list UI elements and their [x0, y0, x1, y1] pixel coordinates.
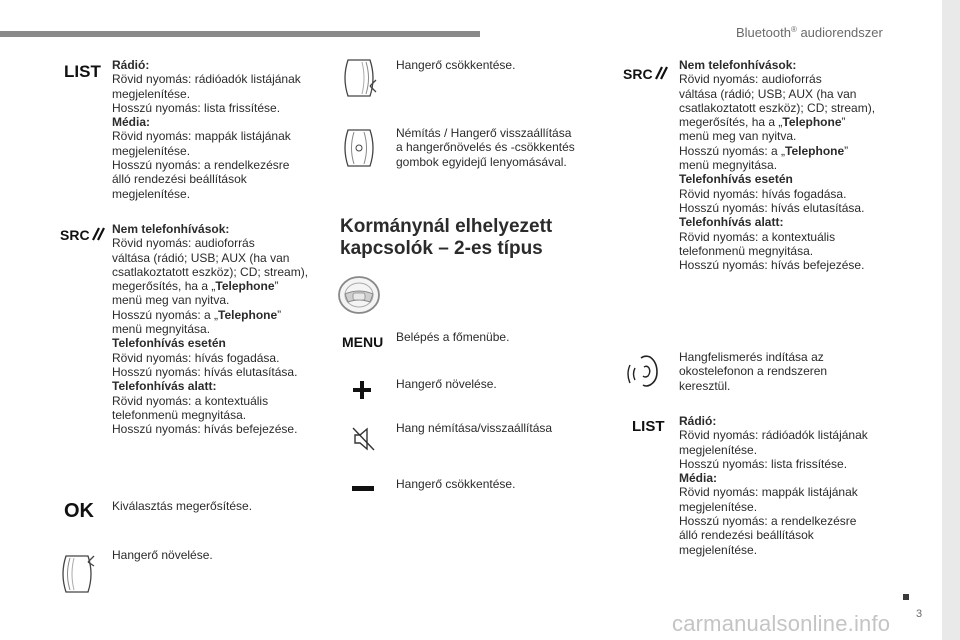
- src-description: Nem telefonhívások: Rövid nyomás: audioforrás váltása (rádió; USB; AUX (ha van csatlakoztatott eszköz); CD; stream), megerősítés, ha a „Telephone” menü meg van nyitva. Hosszú nyomás: a „Telephone” menü megnyitása. Telefonhívás esetén Rövid nyomás: hívás fogadása. Hosszú nyomás: hívás elutasítása. Telefonhívás alatt: Rövid nyomás: a kontextuális telefonmenü megnyitása. Hosszú nyomás: hívás befejezése.: [112, 222, 309, 437]
- thumbwheel-press-icon: [340, 126, 382, 170]
- page-edge-bar: [942, 0, 960, 640]
- page-number: 3: [916, 608, 923, 620]
- section-marker: [903, 594, 909, 600]
- list-icon: LIST: [64, 62, 101, 81]
- ok-icon: OK: [64, 500, 94, 522]
- vol-down-description: Hangerő csökkentése.: [396, 58, 516, 72]
- header-rule: [0, 31, 480, 37]
- steering-wheel-icon: [336, 274, 382, 316]
- section-title: Kormánynál elhelyezett kapcsolók – 2-es típus: [340, 216, 553, 259]
- mute-combo-description: Némítás / Hangerő visszaállítása a hangerőnövelés és -csökkentés gombok egyidejű lenyomásával.: [396, 126, 575, 169]
- page-header-title: Bluetooth® audiorendszer: [736, 25, 883, 40]
- src-icon: SRC: [60, 227, 106, 243]
- vol-up-description: Hangerő növelése.: [112, 548, 213, 562]
- thumbwheel-down-icon: [340, 56, 382, 100]
- voice-recognition-icon: [626, 354, 662, 388]
- menu-icon: MENU: [342, 334, 384, 350]
- minus-description: Hangerő csökkentése.: [396, 477, 516, 491]
- src-icon-2: SRC: [623, 66, 669, 82]
- src-description-2: Nem telefonhívások: Rövid nyomás: audioforrás váltása (rádió; USB; AUX (ha van csatlakoztatott eszköz); CD; stream), megerősítés, ha a „Telephone” menü meg van nyitva. Hosszú nyomás: a „Telephone” menü megnyitása. Telefonhívás esetén Rövid nyomás: hívás fogadása. Hosszú nyomás: hívás elutasítása. Telefonhívás alatt: Rövid nyomás: a kontextuális telefonmenü megnyitása. Hosszú nyomás: hívás befejezése.: [679, 58, 876, 273]
- plus-description: Hangerő növelése.: [396, 377, 497, 391]
- minus-icon: [352, 486, 374, 492]
- list-description-2: Rádió: Rövid nyomás: rádióadók listájának megjelenítése. Hosszú nyomás: lista frissítése. Média: Rövid nyomás: mappák listájának megjelenítése. Hosszú nyomás: a rendelkezésre álló rendezési beállítások megjelenítése.: [679, 414, 868, 557]
- plus-icon: [352, 380, 372, 400]
- voice-description: Hangfelismerés indítása az okostelefonon a rendszeren keresztül.: [679, 350, 828, 393]
- mute-icon: [352, 426, 376, 452]
- list-description: Rádió: Rövid nyomás: rádióadók listájának megjelenítése. Hosszú nyomás: lista frissítése. Média: Rövid nyomás: mappák listájának megjelenítése. Hosszú nyomás: a rendelkezésre álló rendezési beállítások megjelenítése.: [112, 58, 322, 201]
- menu-description: Belépés a főmenübe.: [396, 330, 510, 344]
- mute-description: Hang némítása/visszaállítása: [396, 421, 553, 435]
- thumbwheel-up-icon: [58, 552, 100, 596]
- radio-label: Rádió:: [112, 58, 150, 72]
- ok-description: Kiválasztás megerősítése.: [112, 499, 253, 513]
- list-icon-2: LIST: [632, 418, 665, 435]
- media-label: Média:: [112, 115, 151, 130]
- watermark: carmanualsonline.info: [672, 611, 891, 636]
